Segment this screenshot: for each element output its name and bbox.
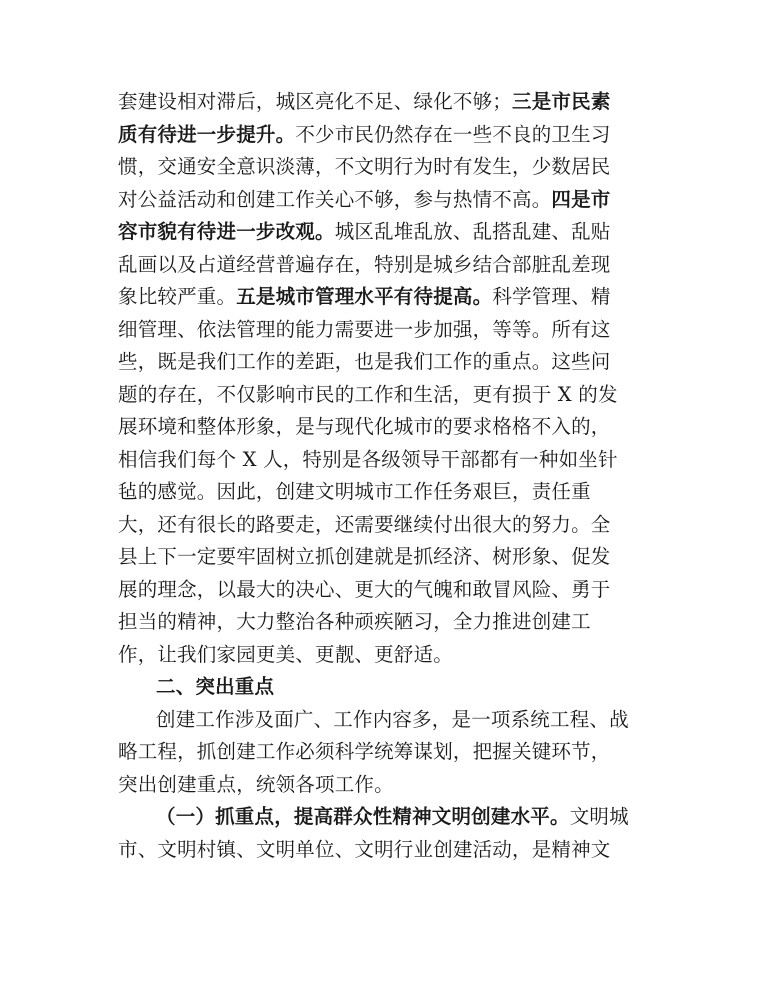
- text-line: [118, 444, 658, 477]
- text-segment: 套建设相对滞后，城区亮化不足、绿化不够；: [118, 90, 513, 113]
- bold-text-segment: （一）抓重点，提高群众性精神文明创建水平。: [156, 805, 570, 828]
- text-line: [118, 151, 658, 184]
- text-line: [118, 281, 658, 314]
- text-line: [118, 476, 658, 509]
- text-segment: 突出创建重点，统领各项工作。: [118, 772, 394, 796]
- text-segment: 创建工作涉及面广、工作内容多，是一项系统工程、战: [156, 707, 629, 731]
- text-line: [118, 834, 658, 867]
- text-line: [118, 639, 658, 672]
- text-segment: 惯，交通安全意识淡薄，不文明行为时有发生，少数居民: [118, 155, 611, 178]
- text-line: [118, 509, 658, 542]
- text-segment: 象比较严重。: [118, 285, 237, 308]
- bold-text-segment: 五是城市管理水平有待提高。: [236, 285, 493, 308]
- text-line: [118, 184, 658, 217]
- text-segment: 县上下一定要牢固树立抓创建就是抓经济、树形象、促发: [118, 545, 611, 568]
- text-line: [118, 119, 658, 152]
- text-line: [118, 86, 658, 119]
- text-segment: 文明城: [569, 805, 629, 828]
- text-line: [118, 704, 658, 737]
- bold-text-segment: 质有待进一步提升。: [118, 122, 296, 146]
- text-segment: 毡的感觉。因此，创建文明城市工作任务艰巨，责任重: [118, 480, 591, 503]
- text-segment: 担当的精神，大力整治各种顽疾陋习，全力推进创建工: [118, 610, 591, 633]
- text-segment: 城区乱堆乱放、乱搭乱建、乱贴: [334, 220, 611, 243]
- text-line: [118, 769, 658, 802]
- bold-text-segment: 二、突出重点: [156, 675, 275, 698]
- text-segment: 题的存在，不仅影响市民的工作和生活，更有损于 X 的发: [118, 382, 618, 406]
- text-segment: 大，还有很长的路要走，还需要继续付出很大的努力。全: [118, 512, 611, 536]
- bold-text-segment: 三是市民素: [512, 90, 611, 113]
- text-segment: 作，让我们家园更美、更靓、更舒适。: [118, 642, 453, 666]
- text-line: [118, 671, 658, 704]
- text-line: [118, 216, 658, 249]
- text-line: [118, 411, 658, 444]
- text-line: [118, 379, 658, 412]
- text-segment: 略工程，抓创建工作必须科学统筹谋划，把握关键环节，: [118, 740, 611, 763]
- text-segment: 细管理、依法管理的能力需要进一步加强，等等。所有这: [118, 317, 611, 341]
- text-segment: 对公益活动和创建工作关心不够，参与热情不高。: [118, 187, 552, 211]
- text-line: [118, 541, 658, 574]
- bold-text-segment: 四是市: [551, 187, 611, 211]
- text-line: [118, 736, 658, 769]
- text-segment: 展的理念，以最大的决心、更大的气魄和敢冒风险、勇于: [118, 577, 611, 601]
- text-line: [118, 574, 658, 607]
- text-segment: 市、文明村镇、文明单位、文明行业创建活动，是精神文: [118, 837, 611, 861]
- bold-text-segment: 容市貌有待进一步改观。: [118, 220, 335, 243]
- text-line: [118, 249, 658, 282]
- text-segment: 乱画以及占道经营普遍存在，特别是城乡结合部脏乱差现: [118, 252, 611, 276]
- text-segment: 展环境和整体形象，是与现代化城市的要求格格不入的，: [118, 415, 611, 438]
- text-segment: 相信我们每个 X 人，特别是各级领导干部都有一种如坐针: [118, 447, 618, 471]
- text-line: [118, 314, 658, 347]
- document-body: [118, 86, 658, 866]
- text-segment: 科学管理、精: [492, 285, 611, 308]
- text-segment: 些，既是我们工作的差距，也是我们工作的重点。这些问: [118, 350, 611, 373]
- text-line: [118, 801, 658, 834]
- text-line: [118, 346, 658, 379]
- text-line: [118, 606, 658, 639]
- text-segment: 不少市民仍然存在一些不良的卫生习: [295, 122, 611, 146]
